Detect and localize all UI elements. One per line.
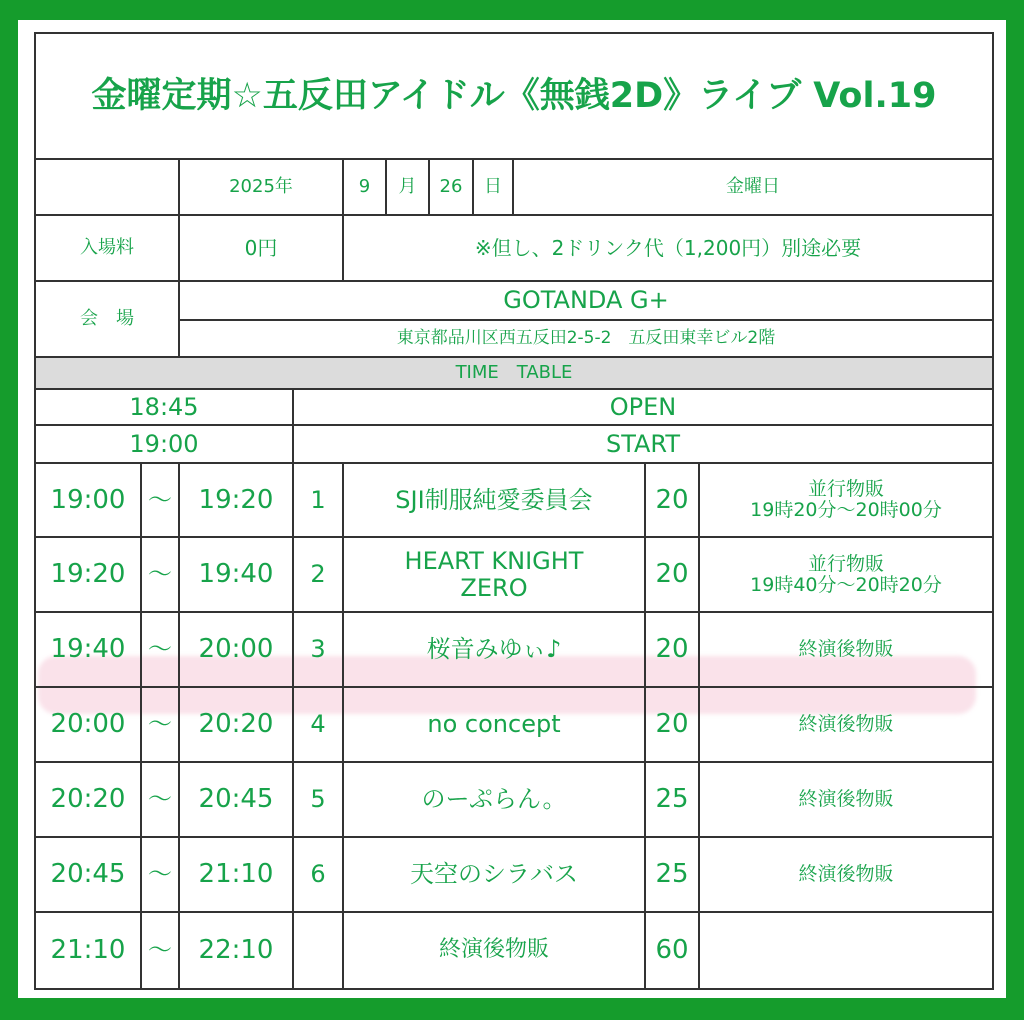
- merch-time: 19時20分～20時00分: [750, 499, 942, 521]
- tilde: ～: [148, 860, 172, 889]
- fee-value: 0円: [244, 236, 278, 260]
- slot-end-time: 19:40: [198, 559, 274, 590]
- slot-start-time: 19:40: [50, 634, 126, 665]
- slot-minutes: 20: [655, 484, 689, 515]
- merch-type: 終演後物販: [798, 638, 894, 661]
- slot-number: 2: [310, 560, 326, 589]
- fee-label: 入場料: [80, 237, 134, 259]
- performer-name: のーぷらん。: [421, 785, 567, 814]
- performer-name-line2: ZERO: [460, 573, 528, 602]
- merch-type: [700, 913, 992, 988]
- performer-name: 終演後物販: [438, 937, 549, 963]
- slot-start-time: 19:20: [50, 559, 126, 590]
- slot-start-time: 20:45: [50, 859, 126, 890]
- tilde: ～: [148, 936, 172, 965]
- merch-type: 終演後物販: [798, 863, 894, 886]
- merch-time: 19時40分～20時20分: [750, 573, 942, 596]
- slot-end-time: 19:20: [198, 484, 274, 515]
- slot-start-time: 21:10: [50, 935, 126, 966]
- performer-name: [344, 538, 644, 611]
- date-day: 26: [439, 176, 463, 198]
- slot-minutes: 25: [655, 784, 689, 815]
- tilde: ～: [148, 635, 172, 664]
- open-label: OPEN: [609, 392, 677, 421]
- timetable-heading: TIME TABLE: [36, 358, 992, 388]
- event-title: 金曜定期☆五反田アイドル《無銭2D》ライブ Vol.19: [91, 75, 937, 116]
- slot-minutes: 20: [655, 559, 689, 590]
- slot-end-time: 20:20: [198, 709, 274, 740]
- open-time: 18:45: [129, 392, 199, 421]
- tilde: ～: [148, 785, 172, 814]
- tilde: ～: [148, 485, 172, 514]
- slot-end-time: 21:10: [198, 859, 274, 890]
- slot-number: 5: [310, 785, 326, 814]
- start-label: START: [605, 429, 681, 458]
- merch-info: [700, 538, 992, 611]
- slot-start-time: 20:00: [50, 709, 126, 740]
- slot-start-time: 19:00: [50, 484, 126, 515]
- slot-number: [294, 913, 342, 988]
- merch-type: 終演後物販: [798, 788, 894, 811]
- date-year: 2025年: [229, 176, 293, 198]
- venue-name: GOTANDA G+: [503, 286, 669, 315]
- venue-address: 東京都品川区西五反田2-5-2 五反田東幸ビル2階: [396, 328, 776, 349]
- tilde: ～: [148, 560, 172, 589]
- performer-name: 天空のシラバス: [410, 860, 578, 889]
- venue-label: 会 場: [80, 308, 134, 330]
- slot-minutes: 60: [655, 935, 689, 966]
- merch-info: [700, 464, 992, 536]
- event-schedule-table: [34, 32, 994, 990]
- slot-minutes: 25: [655, 859, 689, 890]
- start-time: 19:00: [129, 429, 199, 458]
- merch-type: 並行物販: [807, 478, 884, 501]
- performer-name: SJI制服純愛委員会: [395, 485, 593, 514]
- slot-start-time: 20:20: [50, 784, 126, 815]
- slot-end-time: 22:10: [198, 935, 274, 966]
- date-weekday: 金曜日: [726, 176, 780, 198]
- date-month: 9: [358, 176, 371, 198]
- slot-number: 6: [310, 860, 326, 889]
- slot-minutes: 20: [655, 709, 689, 740]
- merch-type: 終演後物販: [798, 713, 894, 736]
- fee-note: ※但し、2ドリンク代（1,200円）別途必要: [474, 236, 862, 260]
- tilde: ～: [148, 710, 172, 739]
- slot-number: 3: [310, 635, 326, 664]
- date-day-label: 日: [484, 176, 502, 198]
- slot-minutes: 20: [655, 634, 689, 665]
- slot-end-time: 20:45: [198, 784, 274, 815]
- performer-name: no concept: [427, 710, 561, 739]
- merch-type: 並行物販: [807, 552, 884, 575]
- slot-number: 4: [310, 710, 326, 739]
- date-month-label: 月: [398, 176, 417, 198]
- performer-name-line1: HEART KNIGHT: [404, 547, 584, 576]
- slot-number: 1: [310, 485, 326, 514]
- performer-name: 桜音みゆぃ♪: [426, 635, 562, 664]
- slot-end-time: 20:00: [198, 634, 274, 665]
